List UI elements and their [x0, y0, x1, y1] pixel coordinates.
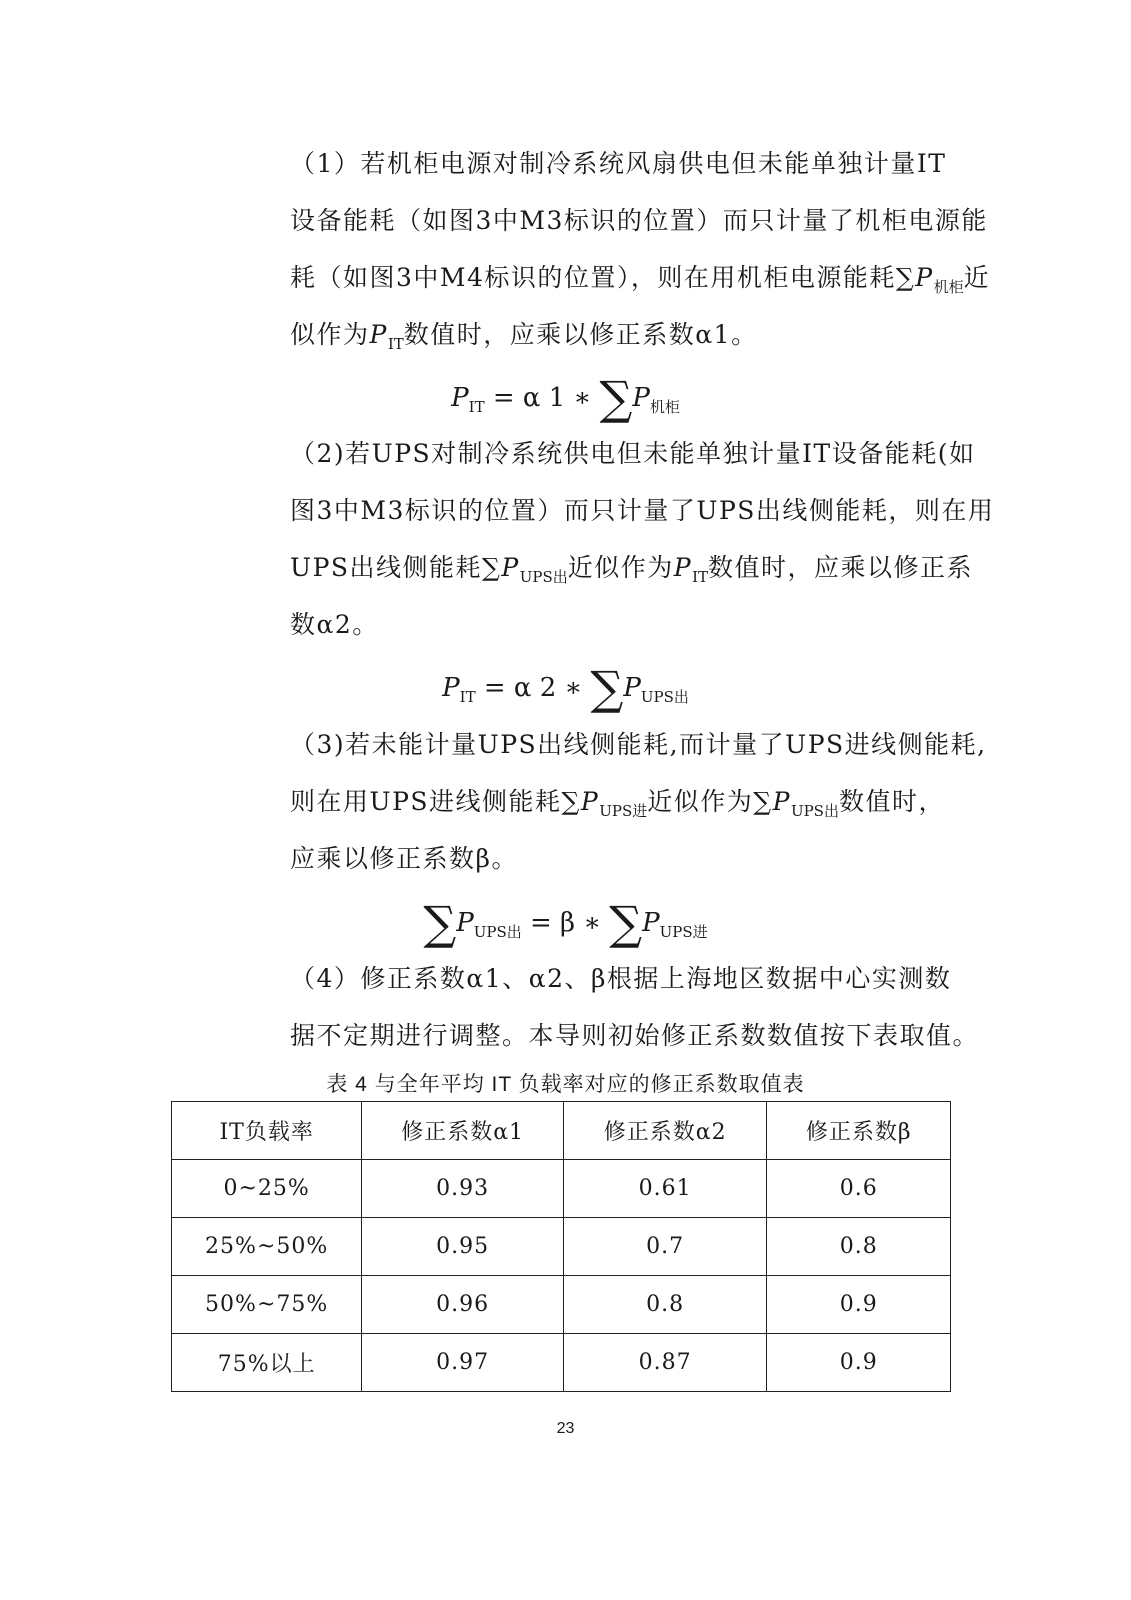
- p4-line2: 据不定期进行调整。本导则初始修正系数数值按下表取值。: [290, 1021, 980, 1050]
- p2-line3-sub2: IT: [692, 568, 709, 586]
- p3-line2-end: 数值时，: [838, 787, 945, 816]
- table-cell: 50%~75%: [172, 1276, 362, 1334]
- coefficient-table: [171, 1101, 951, 1392]
- table-row: [172, 1334, 951, 1392]
- table-cell: 0.96: [362, 1276, 564, 1334]
- table-cell: 0.9: [767, 1334, 951, 1392]
- page-number: 23: [556, 1420, 575, 1437]
- paragraph-4: [290, 950, 980, 1064]
- p2-line1: （2)若UPS对制冷系统供电但未能单独计量IT设备能耗(如: [290, 439, 976, 468]
- table-cell: 0.95: [362, 1218, 564, 1276]
- table-cell: 0.7: [563, 1218, 767, 1276]
- table-cell: 0.87: [563, 1334, 767, 1392]
- header-load-rate: IT负载率: [172, 1102, 362, 1160]
- table-cell: 0.8: [767, 1218, 951, 1276]
- formula-1: $P_{IT} = \alpha$ 1 ∗ $\sum P_{机柜}$: [451, 371, 680, 425]
- paragraph-1: [290, 135, 991, 363]
- header-alpha1: 修正系数α1: [362, 1102, 564, 1160]
- table-row: [172, 1276, 951, 1334]
- p4-line1: （4）修正系数α1、α2、β根据上海地区数据中心实测数: [290, 964, 952, 993]
- formula-2-lhs-sub: IT: [459, 688, 476, 706]
- p2-line3-text: UPS出线侧能耗: [290, 553, 483, 582]
- table-cell: 75%以上: [172, 1334, 362, 1392]
- header-alpha2: 修正系数α2: [563, 1102, 767, 1160]
- formula-2-coef: α 2: [513, 673, 557, 703]
- table-cell: 0~25%: [172, 1160, 362, 1218]
- table-row: [172, 1218, 951, 1276]
- p3-line2: 则在用UPS进线侧能耗$\sum P_{UPS进}$近似作为$\sum P_{UPS出}$数值时，: [290, 787, 945, 820]
- p3-line2-sub2: UPS出: [790, 802, 839, 820]
- p1-line4-text: 似作为: [290, 320, 370, 349]
- p3-line1: （3)若未能计量UPS出线侧能耗,而计量了UPS进线侧能耗,: [290, 730, 987, 759]
- table-cell: 25%~50%: [172, 1218, 362, 1276]
- p2-line3: UPS出线侧能耗$\sum P_{UPS出}$近似作为$P_{IT}$数值时，应乘以修正系: [290, 553, 974, 586]
- p3-line3: 应乘以修正系数β。: [290, 844, 518, 873]
- table-cell: 0.93: [362, 1160, 564, 1218]
- paragraph-2: [290, 425, 995, 653]
- p1-line4: 似作为$P_{IT}$数值时，应乘以修正系数α1。: [290, 320, 758, 353]
- p2-line3-end: 数值时，应乘以修正系: [708, 553, 974, 582]
- formula-1-lhs-sub: IT: [468, 398, 485, 416]
- formula-3-lhs-sub: UPS出: [473, 923, 522, 941]
- p1-line2: 设备能耗（如图3中M3标识的位置）而只计量了机柜电源能: [290, 206, 988, 235]
- table-cell: 0.97: [362, 1334, 564, 1392]
- table-cell: 0.6: [767, 1160, 951, 1218]
- header-beta: 修正系数β: [767, 1102, 951, 1160]
- p2-line2: 图3中M3标识的位置）而只计量了UPS出线侧能耗，则在用: [290, 496, 995, 525]
- formula-3-coef: β: [560, 908, 576, 938]
- p1-line1: （1）若机柜电源对制冷系统风扇供电但未能单独计量IT: [290, 149, 947, 178]
- formula-1-rhs-sub: 机柜: [649, 398, 680, 416]
- p2-line3-mid: 近似作为: [567, 553, 674, 582]
- table-cell: 0.61: [563, 1160, 767, 1218]
- table-cell: 0.9: [767, 1276, 951, 1334]
- p2-line3-sub: UPS出: [519, 568, 568, 586]
- p3-line2-sub: UPS进: [599, 802, 648, 820]
- formula-2-rhs-sub: UPS出: [640, 688, 689, 706]
- p1-line3-sub: 机柜: [933, 278, 964, 296]
- table-header-row: [172, 1102, 951, 1160]
- formula-1-coef: α 1: [522, 383, 566, 413]
- p3-line2-mid: 近似作为: [647, 787, 754, 816]
- table-caption: 表 4 与全年平均 IT 负载率对应的修正系数取值表: [326, 1073, 805, 1096]
- p3-line2-text: 则在用UPS进线侧能耗: [290, 787, 562, 816]
- p1-line3: 耗（如图3中M4标识的位置），则在用机柜电源能耗$\sum P_{机柜}$近: [290, 263, 991, 296]
- paragraph-3: [290, 716, 987, 887]
- p1-line4-end: 数值时，应乘以修正系数α1。: [403, 320, 758, 349]
- p1-line3-text: 耗（如图3中M4标识的位置），则在用机柜电源能耗: [290, 263, 896, 292]
- p1-line3-end: 近: [963, 263, 991, 292]
- formula-3: $\sum P_{UPS出} = \beta$ ∗ $\sum P_{UPS进}$: [423, 896, 708, 950]
- formula-2: $P_{IT} = \alpha$ 2 ∗ $\sum P_{UPS出}$: [442, 661, 689, 715]
- p1-line4-sub: IT: [387, 335, 404, 353]
- p2-line4: 数α2。: [290, 610, 379, 639]
- table-cell: 0.8: [563, 1276, 767, 1334]
- formula-3-rhs-sub: UPS进: [659, 923, 708, 941]
- table-row: [172, 1160, 951, 1218]
